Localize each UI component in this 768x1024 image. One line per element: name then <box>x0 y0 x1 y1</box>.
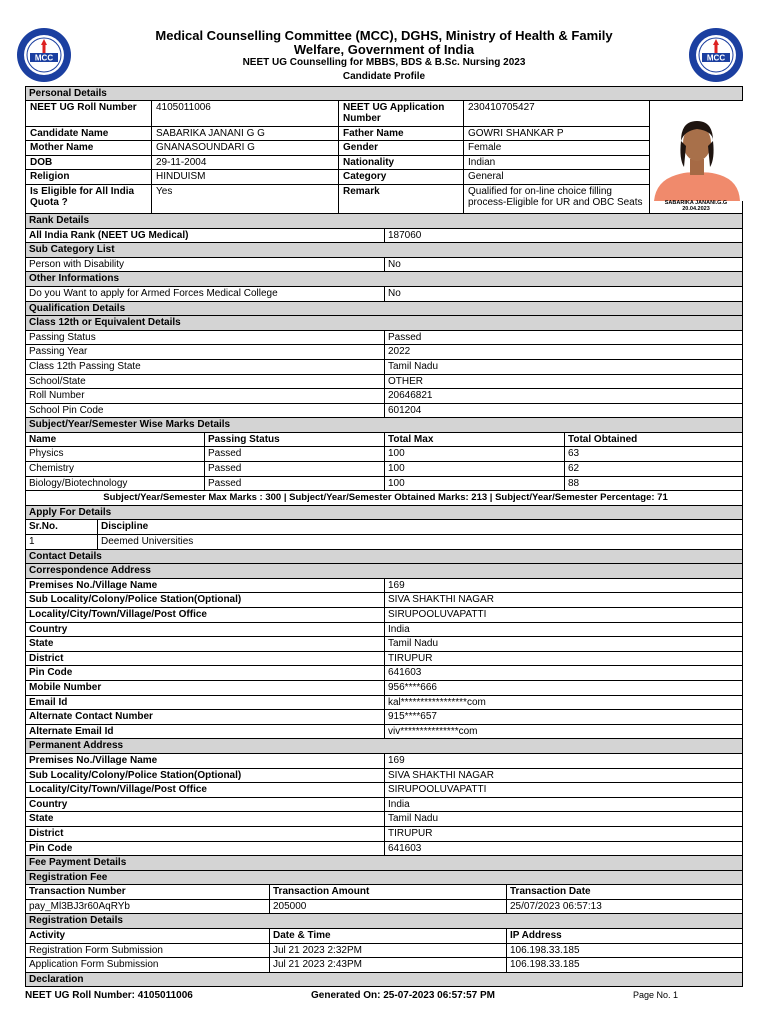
table-cell: Chemistry <box>29 463 75 475</box>
table-row <box>25 827 743 842</box>
table-cell: Passed <box>204 447 384 461</box>
field-label: Father Name <box>338 127 463 141</box>
table-cell: Passed <box>204 462 384 476</box>
table-row <box>25 360 743 375</box>
photo-caption-name: SABARIKA JANANI.G.G <box>664 199 728 206</box>
profile-title: Candidate Profile <box>342 71 426 82</box>
table-row <box>25 754 743 769</box>
gender-value: Female <box>463 141 649 155</box>
field-label: School Pin Code <box>29 404 104 416</box>
table-row <box>25 900 743 915</box>
column-header: Transaction Amount <box>269 885 506 899</box>
mcc-logo-icon <box>16 27 72 83</box>
section-qualification-details: Qualification Details <box>25 302 743 317</box>
table-row <box>26 185 649 213</box>
section-other-informations: Other Informations <box>25 272 743 287</box>
field-label: Category <box>338 170 463 184</box>
column-header: Discipline <box>97 520 742 534</box>
field-label: District <box>29 827 64 839</box>
footer-roll-number: NEET UG Roll Number: 4105011006 <box>25 990 193 1001</box>
page-footer <box>0 990 768 1004</box>
candidate-photo <box>649 101 742 213</box>
field-value: Tamil Nadu <box>384 812 742 826</box>
section-rank-details: Rank Details <box>25 214 743 229</box>
field-label: Person with Disability <box>29 258 125 270</box>
table-cell: 106.198.33.185 <box>506 944 742 958</box>
field-value: 169 <box>384 754 742 768</box>
section-registration-details: Registration Details <box>25 914 743 929</box>
section-registration-fee: Registration Fee <box>25 871 743 886</box>
field-label: Roll Number <box>29 390 85 402</box>
field-value: 641603 <box>384 842 742 856</box>
table-row <box>25 812 743 827</box>
table-row <box>25 710 743 725</box>
field-label: State <box>29 813 54 825</box>
nationality-value: Indian <box>463 156 649 170</box>
table-cell: 106.198.33.185 <box>506 958 742 972</box>
table-row <box>25 696 743 711</box>
field-label: Candidate Name <box>30 127 109 139</box>
field-value: SIVA SHAKTHI NAGAR <box>384 769 742 783</box>
field-label: State <box>29 638 54 650</box>
table-row <box>25 783 743 798</box>
table-row <box>25 725 743 740</box>
field-value: TIRUPUR <box>384 652 742 666</box>
religion-value: HINDUISM <box>151 170 338 184</box>
table-row <box>25 229 743 244</box>
field-value: 641603 <box>384 666 742 680</box>
section-permanent-address: Permanent Address <box>25 739 743 754</box>
field-value: 169 <box>384 579 742 593</box>
table-row <box>25 681 743 696</box>
table-row <box>25 769 743 784</box>
table-cell: Application Form Submission <box>29 959 159 971</box>
field-label: Alternate Email Id <box>29 725 114 737</box>
section-personal-details: Personal Details <box>25 86 743 101</box>
table-row <box>25 477 743 492</box>
table-row <box>25 345 743 360</box>
field-value: Tamil Nadu <box>384 360 742 374</box>
logo-text: MCC <box>706 53 726 63</box>
table-row <box>25 842 743 857</box>
table-row <box>25 287 743 302</box>
table-row <box>26 101 649 127</box>
all-india-rank-value: 187060 <box>384 229 742 243</box>
disability-value: No <box>384 258 742 272</box>
field-label: NEET UG Application Number <box>338 101 463 126</box>
table-cell: Biology/Biotechnology <box>29 477 128 489</box>
table-header-row <box>25 433 743 448</box>
roll-number-value: 4105011006 <box>151 101 338 126</box>
table-row <box>25 404 743 419</box>
table-cell: 62 <box>564 462 742 476</box>
table-row <box>25 579 743 594</box>
field-label: Gender <box>338 141 463 155</box>
mcc-logo-icon <box>688 27 744 83</box>
column-header: Sr.No. <box>29 521 58 533</box>
table-row <box>25 958 743 973</box>
table-row <box>25 593 743 608</box>
table-cell: Passed <box>204 477 384 491</box>
field-label: Email Id <box>29 696 68 708</box>
field-label: Sub Locality/Colony/Police Station(Optional) <box>29 594 242 606</box>
section-sub-category: Sub Category List <box>25 243 743 258</box>
section-declaration: Declaration <box>25 973 743 988</box>
table-row <box>26 170 649 185</box>
table-cell: pay_Ml3BJ3r60AqRYb <box>29 900 130 912</box>
field-value: OTHER <box>384 375 742 389</box>
table-row <box>25 447 743 462</box>
field-label: Class 12th Passing State <box>29 360 141 372</box>
page-title <box>100 29 668 57</box>
field-label: Mobile Number <box>29 681 102 693</box>
table-header-row <box>25 929 743 944</box>
table-row <box>25 258 743 273</box>
column-header: Total Obtained <box>564 433 742 447</box>
table-row <box>25 652 743 667</box>
title-line-1: Medical Counselling Committee (MCC), DGHS, Ministry of Health & Family <box>155 28 613 43</box>
personal-details-grid <box>26 101 649 213</box>
column-header: Activity <box>29 930 66 942</box>
field-label: Country <box>29 623 68 635</box>
table-cell: 100 <box>384 462 564 476</box>
table-row <box>25 798 743 813</box>
table-row <box>25 944 743 959</box>
footer-page-number: Page No. 1 <box>633 990 679 1000</box>
field-label: Religion <box>30 171 70 183</box>
table-row <box>25 331 743 346</box>
field-label: Pin Code <box>29 667 73 679</box>
dob-value: 29-11-2004 <box>151 156 338 170</box>
table-row <box>25 608 743 623</box>
logo-text: MCC <box>34 53 54 63</box>
mother-name-value: GNANASOUNDARI G <box>151 141 338 155</box>
photo-caption <box>650 200 742 212</box>
column-header: Passing Status <box>204 433 384 447</box>
table-cell: 25/07/2023 06:57:13 <box>506 900 742 914</box>
field-value: SIRUPOOLUVAPATTI <box>384 783 742 797</box>
field-label: School/State <box>29 375 86 387</box>
table-row <box>25 623 743 638</box>
field-label: Passing Year <box>29 346 88 358</box>
section-marks-details: Subject/Year/Semester Wise Marks Details <box>25 418 743 433</box>
column-header: Name <box>29 433 57 445</box>
section-class-12: Class 12th or Equivalent Details <box>25 316 743 331</box>
field-label: Country <box>29 798 68 810</box>
column-header: Transaction Number <box>29 886 126 898</box>
field-value: India <box>384 623 742 637</box>
field-value: SIRUPOOLUVAPATTI <box>384 608 742 622</box>
field-value: viv***************com <box>384 725 742 739</box>
candidate-name-value: SABARIKA JANANI G G <box>151 127 338 141</box>
field-label: All India Rank (NEET UG Medical) <box>29 229 189 241</box>
field-label: Locality/City/Town/Village/Post Office <box>29 609 207 620</box>
table-row <box>26 156 649 171</box>
field-value: TIRUPUR <box>384 827 742 841</box>
field-label: Premises No./Village Name <box>29 579 158 591</box>
section-fee-payment: Fee Payment Details <box>25 856 743 871</box>
field-value: SIVA SHAKTHI NAGAR <box>384 593 742 607</box>
table-row <box>25 637 743 652</box>
table-row <box>25 389 743 404</box>
field-value: India <box>384 798 742 812</box>
table-cell: 63 <box>564 447 742 461</box>
table-cell: 205000 <box>269 900 506 914</box>
table-row <box>25 375 743 390</box>
candidate-profile-document <box>25 86 743 987</box>
eligible-value: Yes <box>151 185 338 213</box>
field-label: Alternate Contact Number <box>29 711 153 723</box>
column-header: IP Address <box>506 929 742 943</box>
field-value: 2022 <box>384 345 742 359</box>
table-cell: 100 <box>384 447 564 461</box>
section-apply-for: Apply For Details <box>25 506 743 521</box>
category-value: General <box>463 170 649 184</box>
page-subtitle: NEET UG Counselling for MBBS, BDS & B.Sc. Nursing 2023 <box>242 57 526 68</box>
armed-forces-value: No <box>384 287 742 301</box>
candidate-photo-icon <box>650 101 744 201</box>
table-row <box>25 535 743 550</box>
table-cell: Registration Form Submission <box>29 944 163 956</box>
table-cell: 1 <box>29 536 35 548</box>
field-label: Premises No./Village Name <box>29 754 158 766</box>
column-header: Date & Time <box>269 929 506 943</box>
photo-caption-date: 20.04.2023 <box>682 205 710 212</box>
table-cell: Jul 21 2023 2:32PM <box>269 944 506 958</box>
table-cell: 100 <box>384 477 564 491</box>
marks-summary-row <box>25 491 743 506</box>
column-header: Total Max <box>384 433 564 447</box>
table-row <box>25 462 743 477</box>
field-label: Mother Name <box>30 142 94 154</box>
table-row <box>25 666 743 681</box>
field-label: Is Eligible for All India Quota ? <box>30 185 135 208</box>
marks-summary: Subject/Year/Semester Max Marks : 300 | Subject/Year/Semester Obtained Marks: 213 | Subject/Year/Semester Percentage: 71 <box>103 492 668 504</box>
field-label: NEET UG Roll Number <box>30 101 137 113</box>
page-header <box>0 0 768 86</box>
column-header: Transaction Date <box>506 885 742 899</box>
field-value: 20646821 <box>384 389 742 403</box>
field-value: kal*****************com <box>384 696 742 710</box>
table-header-row <box>25 885 743 900</box>
field-label: Do you Want to apply for Armed Forces Medical College <box>29 287 278 299</box>
father-name-value: GOWRI SHANKAR P <box>463 127 649 141</box>
field-value: Passed <box>384 331 742 345</box>
field-label: Locality/City/Town/Village/Post Office <box>29 784 207 796</box>
field-label: Nationality <box>338 156 463 170</box>
field-value: Tamil Nadu <box>384 637 742 651</box>
field-value: 601204 <box>384 404 742 418</box>
footer-generated-on: Generated On: 25-07-2023 06:57:57 PM <box>311 990 495 1001</box>
section-correspondence-address: Correspondence Address <box>25 564 743 579</box>
remark-value: Qualified for on-line choice filling process-Eligible for UR and OBC Seats <box>463 185 649 213</box>
personal-details-block <box>25 101 743 214</box>
field-value: 956****666 <box>384 681 742 695</box>
field-label: Remark <box>338 185 463 213</box>
field-label: Pin Code <box>29 842 73 854</box>
table-row <box>26 141 649 156</box>
table-header-row <box>25 520 743 535</box>
field-label: District <box>29 652 64 664</box>
section-contact-details: Contact Details <box>25 550 743 565</box>
field-label: Sub Locality/Colony/Police Station(Optional) <box>29 769 242 781</box>
table-cell: Jul 21 2023 2:43PM <box>269 958 506 972</box>
table-cell: 88 <box>564 477 742 491</box>
title-line-2: Welfare, Government of India <box>293 42 475 57</box>
table-cell: Deemed Universities <box>97 535 742 549</box>
field-label: Passing Status <box>29 331 96 343</box>
table-row <box>26 127 649 142</box>
table-cell: Physics <box>29 448 64 460</box>
field-label: DOB <box>30 156 53 168</box>
application-number-value: 230410705427 <box>463 101 649 126</box>
field-value: 915****657 <box>384 710 742 724</box>
